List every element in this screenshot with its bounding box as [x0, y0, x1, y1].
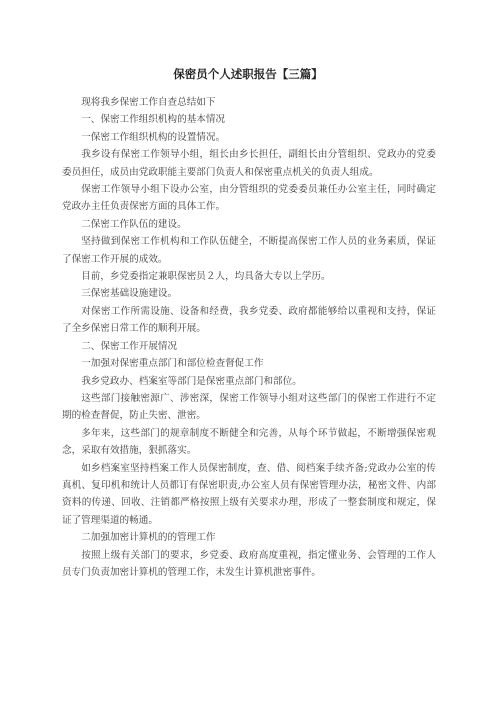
document-title: 保密员个人述职报告【三篇】: [173, 67, 323, 81]
paragraph: 多年来，这些部门的规章制度不断健全和完善，从每个环节做起，不断增强保密观念，采取有效措施，狠抓落实。: [62, 427, 436, 457]
paragraph: 目前，乡党委指定兼职保密员２人，均具备大专以上学历。: [81, 271, 331, 283]
paragraph: 这些部门接触密源广、涉密深，保密工作领导小组对这些部门的保密工作进行不定期的检查督促，防止失密、泄密。: [62, 392, 436, 422]
paragraph: 我乡党政办、档案室等部门是保密重点部门和部位。: [81, 375, 302, 387]
paragraph-intro: 现将我乡保密工作自查总结如下: [81, 97, 216, 108]
paragraph: 坚持做到保密工作机构和工作队伍健全，不断提高保密工作人员的业务素质，保证了保密工作开展的成效。: [62, 236, 436, 265]
section-heading-2: 二、保密工作开展情况: [81, 340, 178, 352]
paragraph: 我乡设有保密工作领导小组，组长由乡长担任，副组长由分管组织、党政办的党委委员担任，成员由党政职能主要部门负责人和保密重点机关的负责人组成。: [62, 149, 436, 178]
paragraph: 如乡档案室坚持档案工作人员保密制度，查、借、阅档案手续齐备;党政办公室的传真机、复印机和统计人员都订有保密职责,办公室人员有保密管理办法，秘密文件、内部资料的传递、回收、注销都严格按照上级有关要求办理，形成了一整套制度和规定，保证了管理渠道的畅通。: [62, 462, 436, 526]
section-heading-1: 一、保密工作组织机构的基本情况: [81, 114, 226, 126]
paragraph: 对保密工作所需设施、设备和经费，我乡党委、政府都能够给以重视和支持，保证了全乡保密日常工作的顺利开展。: [62, 305, 436, 335]
document-body: [62, 94, 436, 581]
subsection-heading-1-3: 三保密基础设施建设。: [81, 288, 178, 300]
paragraph: 保密工作领导小组下设办公室，由分管组织的党委委员兼任办公室主任，同时确定党政办主任负责保密方面的具体工作。: [62, 184, 436, 213]
subsection-heading-2-2: 二加强加密计算机的的管理工作: [81, 532, 216, 544]
paragraph: 按照上级有关部门的要求，乡党委、政府高度重视，指定懂业务、会管理的工作人员专门负责加密计算机的管理工作，未发生计算机泄密事件。: [62, 549, 436, 578]
subsection-heading-2-1: 一加强对保密重点部门和部位检查督促工作: [81, 358, 264, 370]
subsection-heading-1-2: 二保密工作队伍的建设。: [81, 218, 187, 230]
subsection-heading-1-1: 一保密工作组织机构的设置情况。: [81, 131, 226, 143]
